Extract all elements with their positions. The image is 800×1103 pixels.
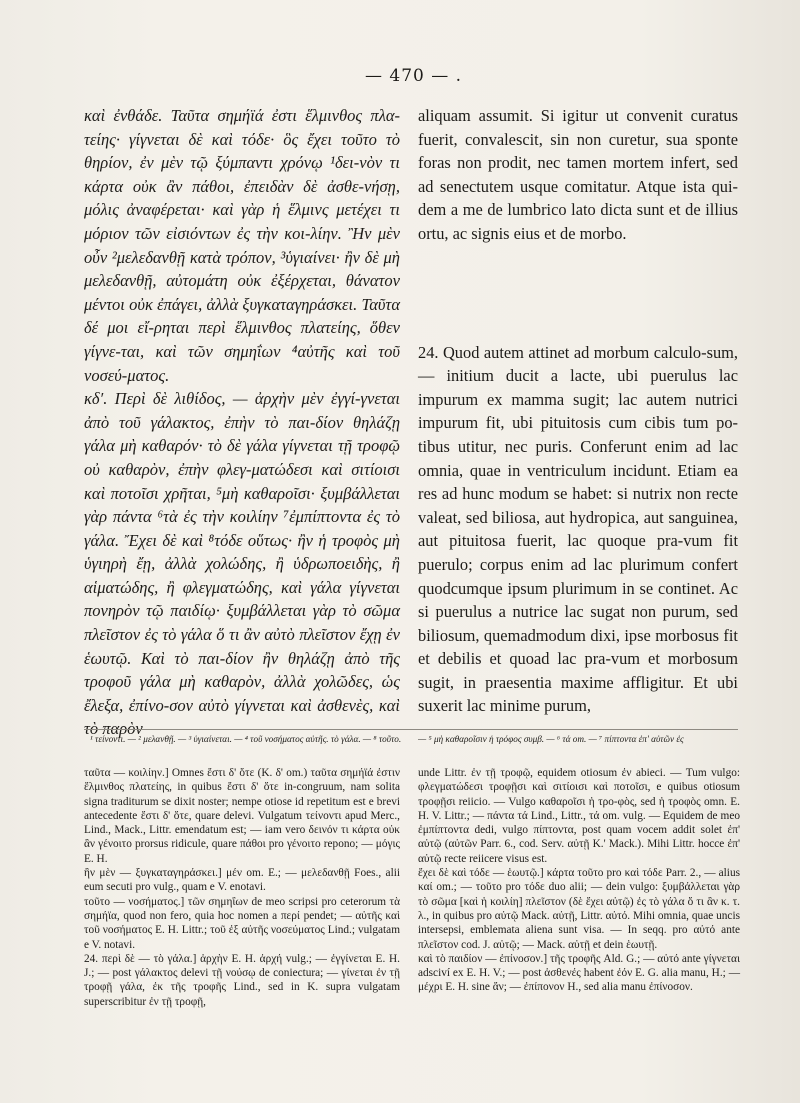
critical-notes-right [418,766,740,995]
greek-paragraph-1: καὶ ἐνθάδε. Ταῦτα σημήϊά ἐστι ἕλμινθος πλα-τείης· γίγνεται δὲ καὶ τόδε· ὃς ἔχει τοῦτο τὸ θηρίον, ἐν μὲν τῷ ξύμπαντι χρόνῳ ¹δει-νὸν τι κάρτα οὐκ ἂν πάθοι, ἐπειδὰν δὲ ἀσθε-νήσῃ, μόλις ἀναφέρεται· καὶ γὰρ ἡ ἕλμινς μετέχει τι μόριον τῶν εἰσιόντων ἐς τὴν κοι-λίην. Ἢν μὲν οὖν ²μελεδανθῇ κατὰ τρόπον, ³ὑγιαίνει· ἢν δὲ μὴ μελεδανθῇ, αὐτομάτη οὐκ ἐξέρχεται, θάνατον μέντοι οὐκ ἐπάγει, ἀλλὰ ξυγκαταγηράσκει. Ταῦτα δέ μοι εἴ-ρηται περὶ ἕλμινθος πλατείης, ὅθεν γίγνε-ται, καὶ τῶν σημηΐων ⁴αὐτῆς καὶ τοῦ νοσεύ-ματος. [84,106,400,385]
note-paragraph: ἢν μὲν — ξυγκαταγηράσκει.] μέν om. E.; — μελεδανθῇ Foes., alii eum secuti pro vulg., quam e V. enotavi. [84,867,400,894]
note-paragraph: ταῦτα — κοιλίην.] Omnes ἔστι δ' ὅτε (K. δ' om.) ταῦτα σημήϊά ἐστιν ἕλμινθος πλατείης, in quibus ἔστι δ' ὅτε in-congruum, nam solita signa traditurum se dixit noster; nempe otiose id repetitum est e brevi antecedente ἔστι δ' ὅτε, quare delevi. Vulgatum τείνοντι apud Merc., Lind., Mack., Littr. emendatum est; — iam vero δεινόν τι κάρτα οὐκ ἂν γένοιτο prorsus ridicule, quare πάθοι pro γένοιτο repono; — μόγις E. H. [84,767,400,865]
footnote-line-right: — ⁵ μὴ καθαροῖσιν ἡ τρόφος συμβ. — ⁶ τά om. — ⁷ πίπτοντα ἐπ' αὐτῶν ἐς [418,734,684,744]
note-paragraph: καὶ τὸ παιδίον — ἐπίνοσον.] τῆς τροφῆς Ald. G.; — αὐτό ante γίγνεται adsciví ex E. H. V.; — post ἀσθενές habent ἐόν E. G. alia manu, H.; — μέχρι E. H. sine ἄν; — ἐπίπονον H., sed alia manu ἐπίνοσον. [418,952,740,994]
latin-paragraph-2: 24. Quod autem attinet ad morbum calculo-sum, — initium ducit a lacte, ubi puerulus lac impurum ex mamma sugit; lac autem nutrici impurum fit, ubi pituitosis cum cibis tum po-tibus utitur, nec puris. Conferunt enim ad lac omnia, quae in ventriculum incidunt. Etiam ea res ad hunc modum se habet: si nutrix non recte valeat, sed biliosa, aut hydropica, aut sanguinea, aut pituitosa fuerit, lac quoque pra-vum fit puerulo; corpus enim ad lac plurimum confert quodcumque ipsum plurimum in se continet. Ac si puerulus a nutrice lac sugat non purum, sed biliosum, quemadmodum dixi, ipse morbosus fit et debilis et quoad lac pra-vum et morbosum sugit, in praesentia maxime affligitur. Et ubi suxerit lac minime purum, [418,342,738,716]
note-paragraph: unde Littr. ἐν τῇ τροφῷ, equidem otiosum ἐν abieci. — Tum vulgo: φλεγματώδεσι τροφῇσι καὶ σιτίοισι καὶ ποτοῖσι, e quibus otiosum τροφῇσι reiicio. — Vulgo καθαροῖσι ἡ τρο-φὸς, sed ἡ τροφὸς omn. E. H. V. Littr.; — πάντα τά Lind., Littr., τά om. vulg. — Equidem de meo ἐμπίπτοντα dedi, vulgo πίπτοντα, post quam vocem addit solet ἐπ' αὐτῷ (αὐτῶν Parr. 6., cod. Serv. αὐτῇ K.' Mack.). Mihi Littr. hocce ἐπ' αὐτῷ recte reiicere visus est. [418,767,740,865]
note-paragraph: 24. περὶ δὲ — τὸ γάλα.] ἀρχὴν E. H. ἀρχή vulg.; — ἐγγίνεται E. H. J.; — post γάλακτος delevi τῇ νούσῳ de coniectura; — γίνεται ἐν τῇ τροφῇ γάλα, ἐκ τῆς τροφῆς Lind., sed in K. supra vulgatam superscribitur ἐν τῇ τροφῇ, [84,952,400,1008]
greek-text-column [84,104,400,741]
critical-notes-left [84,766,400,1009]
latin-text-column [418,104,738,718]
footnote-line-left: ¹ τείνοντι. — ² μελανθῇ. — ³ ὑγιαίνεται. — ⁴ τοῦ νοσήματος αὐτῆς. τὸ γάλα. — ⁸ τοῦτο. [90,734,402,744]
note-paragraph: ἔχει δὲ καὶ τόδε — ἑωυτῷ.] κάρτα τοῦτο pro καὶ τόδε Parr. 2., — alius καί om.; — τοῦτο pro τόδε duo alii; — dein vulgo: ξυμβάλλεται γὰρ τὸ σῶμα [καὶ ἡ κοιλίη] πλεῖστον (δὲ ἔχει αὐτῷ) ἐς τὸ γάλα ὅ τι ἂν κ. τ. λ., in quibus pro αὐτῷ Mack. αὐτῇ, Littr. αὐτό. Mihi omnia, quae uncis intersepsi, emblemata aliena sunt visa. — In seqq. pro αὐτό ante πλεῖστον cod. J. αὐτῷ; — Mack. αὐτῇ et dein ἑωυτῇ. [418,867,740,951]
latin-paragraph-1: aliquam assumit. Si igitur ut convenit curatus fuerit, convalescit, sin non curetur, sua sponte foras non prodit, nec tamen mortem infert, sed ad senectutem usque comitatur. Atque ista qui-dem a me de lumbrico lato dicta sunt et de illius ortu, ac signis eius et de morbo. [418,106,738,243]
note-paragraph: τοῦτο — νοσήματος.] τῶν σημηΐων de meo scripsi pro ceterorum τὰ σημήϊα, quod non fero, quia hoc nomen a περί pendet; — αὐτῆς καὶ τοῦ νοσήματος E. H. Littr.; τοῦ ἐξ αὐτῆς νοσεύματος Lind.; vulgatam e V. notavi. [84,895,400,951]
footnote-divider [84,729,738,730]
page-number: — 470 — . [365,66,463,86]
greek-paragraph-2: κδ′. Περὶ δὲ λιθίδος, — ἀρχὴν μὲν ἐγγί-γνεται ἀπὸ τοῦ γάλακτος, ἐπὴν τὸ παι-δίον θηλάζῃ γάλα μὴ καθαρόν· τὸ δὲ γάλα γίγνεται τῇ τροφῷ οὐ καθαρὸν, ἐπὴν φλεγ-ματώδεσι καὶ σιτίοισι καὶ ποτοῖσι χρῆται, ⁵μὴ καθαροῖσι· ξυμβάλλεται γὰρ πάντα ⁶τὰ ἐς τὴν κοιλίην ⁷ἐμπίπτοντα ἐς τὸ γάλα. Ἔχει δὲ καὶ ⁸τόδε οὕτως· ἢν ἡ τροφὸς μὴ ὑγιηρὴ ἔῃ, ἀλλὰ χολώδης, ἢ ὑδρωποειδὴς, ἢ αἱματώδης, ἢ φλεγματώδης, καὶ γάλα γίγνεται πονηρὸν τῷ παιδίῳ· ξυμβάλλεται γὰρ τὸ σῶμα πλεῖστον ἐς τὸ γάλα ὅ τι ἂν αὐτὸ πλεῖστον ἔχῃ ἐν ἑωυτῷ. Καὶ τὸ παι-δίον ἢν θηλάζῃ ἀπὸ τῆς τροφοῦ γάλα μὴ καθαρὸν, ἀλλὰ χολῶδες, ὡς ἔλεξα, ἐπίνο-σον αὐτὸ γίγνεται καὶ ἀσθενὲς, καὶ τὸ παρὸν [84,389,400,739]
